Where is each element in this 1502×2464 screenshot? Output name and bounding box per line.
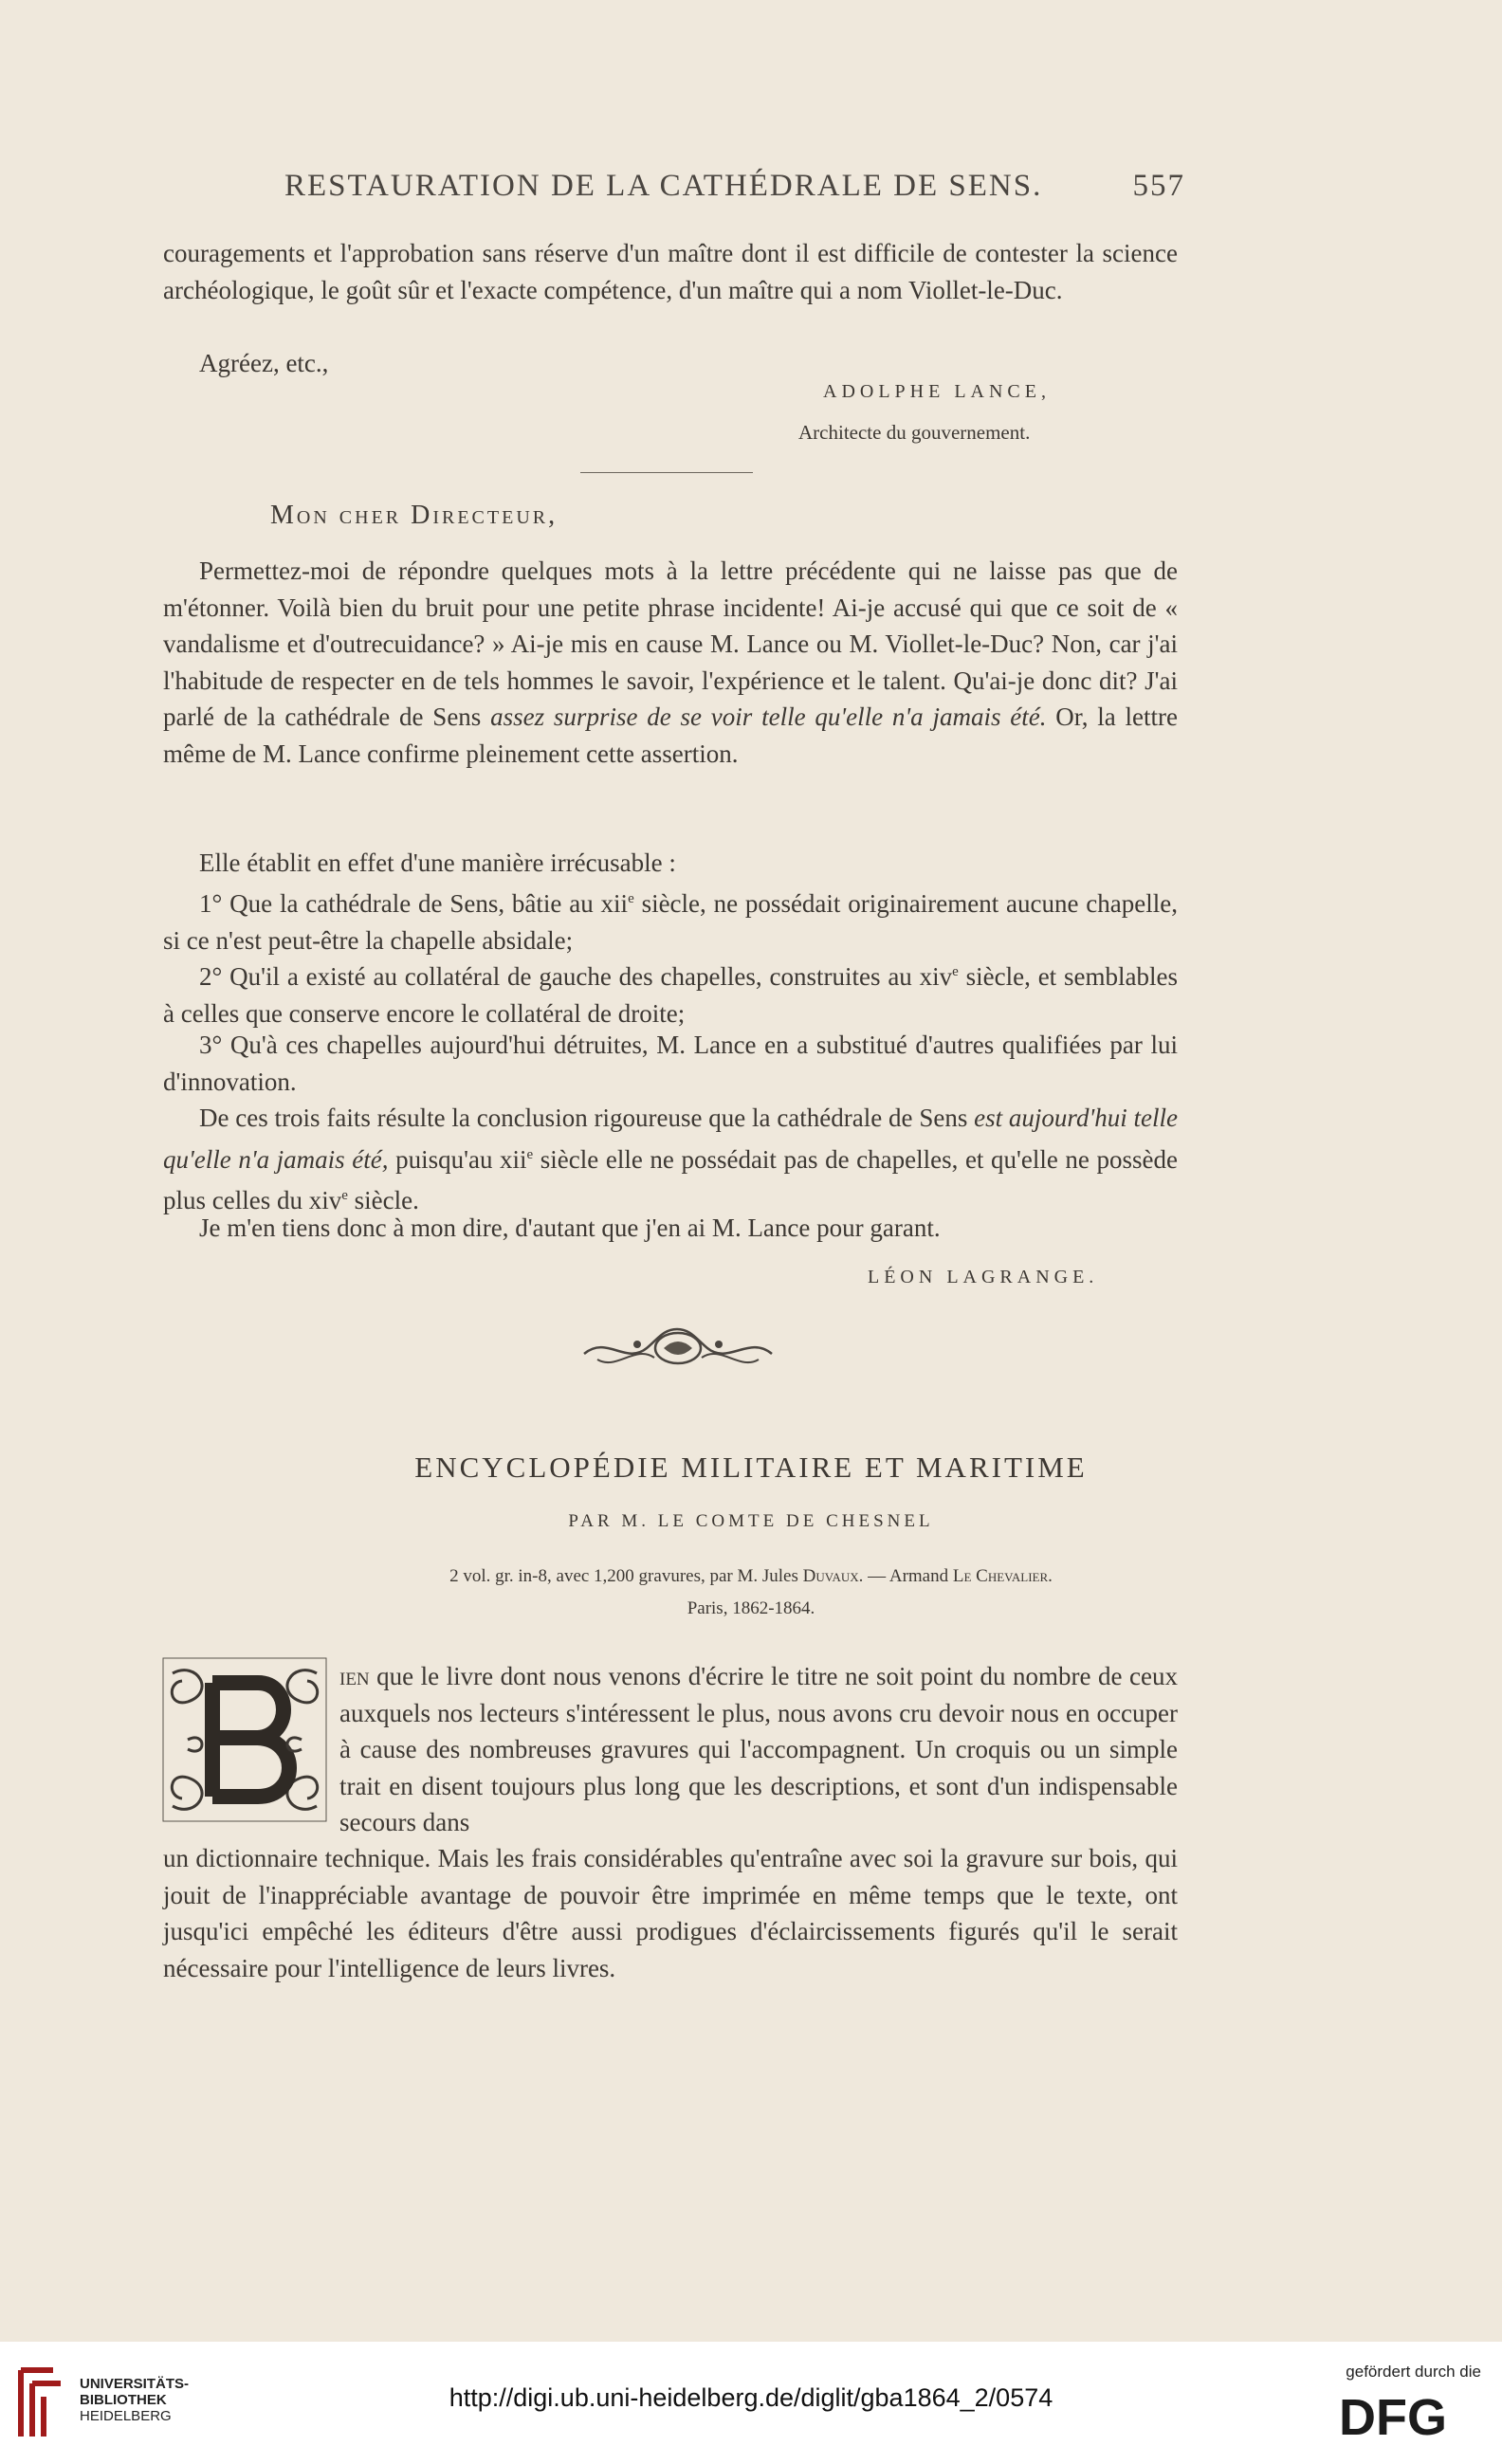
text-run: siècle elle ne possédait pas de chapelles, et qu'elle ne possède plus celles du xiv (163, 1144, 1178, 1214)
letter2-paragraph-last: Je m'en tiens donc à mon dire, d'autant que j'en ai M. Lance pour garant. (199, 1214, 941, 1242)
letter1-closing-paragraph: couragements et l'approbation sans réserve d'un maître dont il est difficile de contester la science archéologique, le goût sûr et l'exacte compétence, d'un maître qui a nom Viollet-le-Duc. (163, 239, 1178, 304)
letter2-paragraph-2: Elle établit en effet d'une manière irrécusable : (199, 849, 676, 877)
text-run: Or, la lettre même de M. Lance confirme pleinement cette assertion. (163, 703, 1178, 768)
funded-by-label: gefördert durch die (1346, 2363, 1481, 2381)
decorative-ornament (578, 1316, 778, 1378)
letter2-paragraph-conclusion (163, 1100, 1178, 1219)
letter2-point-3: 3° Qu'à ces chapelles aujourd'hui détruites, M. Lance en a substitué d'autres qualifiées par lui d'innovation. (163, 1031, 1178, 1096)
decorated-initial-b (159, 1654, 330, 1825)
text-run: 1° Que la cathédrale de Sens, bâtie au xii (199, 889, 629, 918)
review-paragraph-continuation: un dictionnaire technique. Mais les frais considérables qu'entraîne avec soi la gravure sur bois, qui jouit de l'inappréciable avantage de pouvoir être imprimée en même temps que le texte, ont jusqu'ici empêché les éditeurs d'être aussi prodigues d'éclaircissements figurés qu'il le serait nécessaire pour l'intelligence de leurs livres. (163, 1844, 1178, 1982)
letter1-signature-name: ADOLPHE LANCE, (823, 381, 1051, 402)
bibliographic-line-2: Paris, 1862-1864. (687, 1598, 815, 1618)
text-run: que le livre dont nous venons d'écrire le titre ne soit point du nombre de ceux auxquels nos lecteurs s'intéressent le plus, nous avons cru devoir nous en occuper à cause des nombreuses gravures qui l'accompagnent. Un croquis ou un simple trait en disent toujours plus long que les descriptions, et sont d'un indispensable secours dans (339, 1662, 1178, 1836)
footer-bar (0, 2342, 1502, 2464)
separator-rule (580, 472, 753, 473)
letter1-closing: Agréez, etc., (199, 349, 329, 377)
letter2-signature-name: LÉON LAGRANGE. (868, 1267, 1099, 1287)
library-name-line-2: BIBLIOTHEK (80, 2392, 167, 2408)
superscript: e (526, 1146, 534, 1162)
letter2-paragraph-1 (163, 553, 1178, 772)
digital-object-url[interactable]: http://digi.ub.uni-heidelberg.de/diglit/gba1864_2/0574 (449, 2383, 1053, 2412)
text-run: . — Armand (858, 1566, 953, 1586)
page-number: 557 (1132, 169, 1185, 203)
publisher-name: Duvaux (802, 1566, 859, 1586)
italic-quote: est aujourd'hui telle qu'elle n'a jamais été, (163, 1104, 1178, 1174)
running-head-title: RESTAURATION DE LA CATHÉDRALE DE SENS. (284, 169, 1043, 203)
bibliographic-line-1 (0, 1566, 1502, 1587)
text-run: puisqu'au xii (388, 1144, 527, 1174)
superscript: e (628, 891, 634, 906)
letter1-signature-title: Architecte du gouvernement. (798, 421, 1031, 444)
publisher-name: Le Chevalier (952, 1566, 1049, 1586)
superscript: e (952, 964, 959, 979)
text-run: Permettez-moi de répondre quelques mots à la lettre précédente qui ne laisse pas que de m'étonner. Voilà bien du bruit pour une petite phrase incidente! Ai-je accusé qui que ce soit de « vandalisme et d'outrecuidance? » Ai-je mis en cause M. Lance ou M. Viollet-le-Duc? Non, car j'ai l'habitude de respecter en de tels hommes le savoir, l'expérience et le talent. Qu'ai-je donc dit? J'ai parlé de la cathédrale de Sens (163, 557, 1178, 731)
dropcap-continuation: ien (339, 1662, 370, 1690)
review-opening-paragraph (339, 1658, 1178, 1841)
italic-quote: assez surprise de se voir telle qu'elle n'a jamais été. (490, 703, 1047, 731)
library-name-line-3: HEIDELBERG (80, 2408, 172, 2424)
dfg-logo-text: DFG (1339, 2389, 1447, 2442)
text-run: siècle. (347, 1186, 419, 1214)
text-run: siècle, et semblables à celles que conserve encore le collatéral de droite; (163, 962, 1178, 1028)
letter2-salutation: Mon cher Directeur, (270, 501, 559, 530)
letter2-point-2 (163, 954, 1178, 1031)
text-run: siècle, ne possédait originairement aucune chapelle, si ce n'est peut-être la chapelle absidale; (163, 889, 1178, 955)
text-run: . (1048, 1566, 1053, 1586)
text-run: 2° Qu'il a existé au collatéral de gauche des chapelles, construites au xiv (199, 962, 953, 991)
superscript: e (341, 1188, 348, 1203)
section-title: ENCYCLOPÉDIE MILITAIRE ET MARITIME (414, 1451, 1088, 1484)
text-run: 2 vol. gr. in-8, avec 1,200 gravures, par M. Jules (449, 1566, 803, 1586)
library-name-line-1: UNIVERSITÄTS- (80, 2376, 190, 2392)
text-run: De ces trois faits résulte la conclusion rigoureuse que la cathédrale de Sens (199, 1104, 975, 1132)
section-author: PAR M. LE COMTE DE CHESNEL (568, 1511, 934, 1531)
letter2-point-1 (163, 881, 1178, 958)
dfg-logo (1339, 2389, 1481, 2442)
